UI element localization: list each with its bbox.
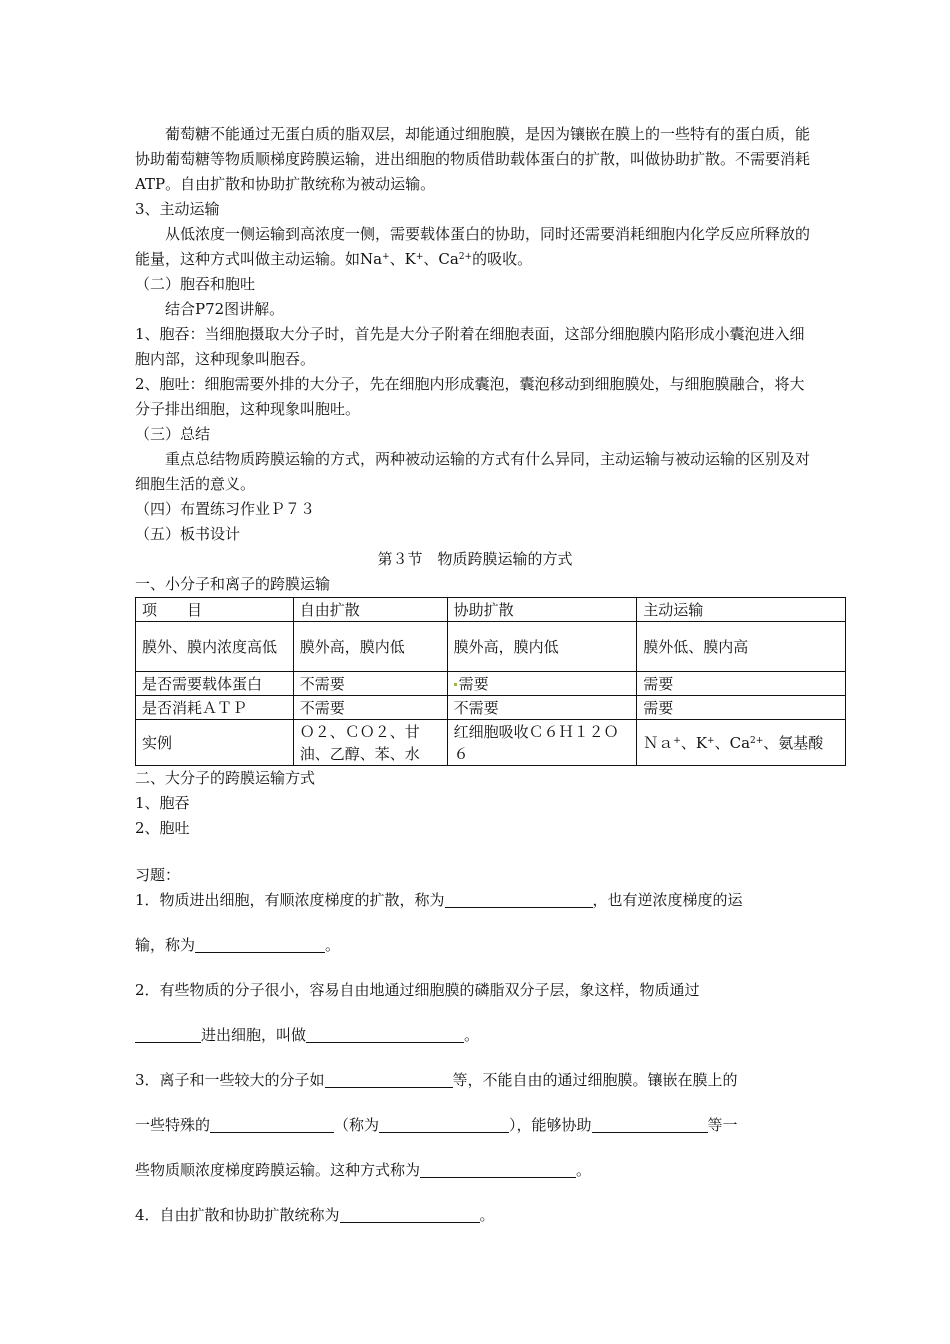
question-text: 1．物质进出细胞，有顺浓度梯度的扩散，称为	[135, 891, 445, 909]
table-cell: 不需要	[293, 672, 447, 696]
question-3-line1	[135, 1068, 815, 1093]
question-text: 输，称为	[135, 936, 196, 954]
table-cell-example-free: Ｏ２、ＣＯ２、甘油、乙醇、苯、水	[293, 720, 447, 766]
board-section-two: 二、大分子的跨膜运输方式	[135, 769, 316, 787]
question-text: （称为	[334, 1116, 380, 1134]
answer-blank[interactable]	[340, 1206, 480, 1223]
table-cell-example-active	[637, 720, 846, 766]
table-cell: 是否消耗ＡＴＰ	[136, 696, 294, 720]
heading-section-five: （五）板书设计	[135, 525, 241, 543]
table-cell: 是否需要载体蛋白	[136, 672, 294, 696]
k-label: 、K	[680, 733, 708, 752]
paragraph-facilitated-diffusion: 葡萄糖不能通过无蛋白质的脂双层，却能通过细胞膜，是因为镶嵌在膜上的一些特有的蛋白质，能协助葡萄糖等物质顺梯度跨膜运输，进出细胞的物质借助载体蛋白的扩散，叫做协助扩散。不需要消耗ATP。自由扩散和协助扩散统称为被动运输。	[135, 125, 811, 193]
table-cell-with-mark	[447, 672, 637, 696]
table-cell-text: 需要	[458, 674, 489, 693]
paragraph-exocytosis: 2、胞吐：细胞需要外排的大分子，先在细胞内形成囊泡，囊泡移动到细胞膜处，与细胞膜融合，将大分子排出细胞，这种现象叫胞吐。	[135, 375, 805, 418]
table-header-free: 自由扩散	[293, 598, 447, 622]
k-charge: +	[707, 735, 715, 746]
table-cell: 膜外、膜内浓度高低	[136, 622, 294, 672]
na-charge: +	[382, 252, 390, 262]
example-tail: 、氨基酸	[763, 733, 824, 752]
question-text: 些物质顺浓度梯度跨膜运输。这种方式称为	[135, 1161, 421, 1179]
answer-blank[interactable]	[379, 1116, 509, 1133]
table-row	[136, 672, 846, 696]
period: 。	[464, 1026, 480, 1044]
question-1-line2	[135, 933, 815, 958]
period: 。	[576, 1161, 592, 1179]
table-header-facilitated: 协助扩散	[447, 598, 637, 622]
table-cell: 需要	[637, 672, 846, 696]
table-header-row	[136, 598, 846, 622]
paragraph-active-transport	[135, 222, 815, 272]
question-text: 进出细胞，叫做	[201, 1026, 307, 1044]
period: 。	[479, 1206, 495, 1224]
exercise-title: 习题：	[135, 866, 181, 884]
list-item-endocytosis: 1、胞吞	[135, 794, 190, 812]
table-cell: 不需要	[447, 696, 637, 720]
heading-section-three: （三）总结	[135, 425, 211, 443]
answer-blank[interactable]	[445, 891, 593, 908]
ca-charge: 2+	[750, 735, 764, 746]
answer-blank[interactable]	[135, 1026, 201, 1043]
heading-active-transport: 3、主动运输	[135, 200, 220, 218]
active-tail: 的吸收。	[472, 250, 533, 268]
question-2-line2	[135, 1023, 815, 1048]
table-cell-example-facilitated: 红细胞吸收Ｃ６Ｈ１２Ｏ６	[447, 720, 637, 766]
table-row	[136, 622, 846, 672]
table-cell-example-label: 实例	[136, 720, 294, 766]
question-text: 等，不能自由的通过细胞膜。镶嵌在膜上的	[452, 1071, 738, 1089]
document-body	[135, 122, 824, 1228]
answer-blank[interactable]	[210, 1116, 334, 1133]
answer-blank[interactable]	[325, 1071, 453, 1088]
list-item-exocytosis: 2、胞吐	[135, 819, 190, 837]
table-cell: 膜外高，膜内低	[293, 622, 447, 672]
question-2-line1: 2．有些物质的分子很小，容易自由地通过细胞膜的磷脂双分子层，象这样，物质通过	[135, 981, 700, 999]
question-4	[135, 1203, 815, 1228]
answer-blank[interactable]	[306, 1026, 464, 1043]
question-text: 4．自由扩散和协助扩散统称为	[135, 1206, 340, 1224]
ca-label: 、Ca	[423, 250, 459, 268]
heading-section-two: （二）胞吞和胞吐	[135, 275, 256, 293]
ca-label: 、Ca	[714, 733, 751, 752]
paragraph-summary: 重点总结物质跨膜运输的方式，两种被动运输的方式有什么异同，主动运输与被动运输的区别及对细胞生活的意义。	[135, 450, 811, 493]
table-cell: 不需要	[293, 696, 447, 720]
k-charge: +	[415, 252, 424, 262]
question-3-line3	[135, 1158, 815, 1183]
table-cell: 需要	[637, 696, 846, 720]
table-header-active: 主动运输	[637, 598, 846, 622]
heading-section-four: （四）布置练习作业Ｐ７３	[135, 500, 316, 518]
question-3-line2	[135, 1113, 815, 1138]
period: 。	[325, 936, 341, 954]
question-text: ，也有逆浓度梯度的运	[592, 891, 743, 909]
question-text: ），能够协助	[509, 1116, 592, 1134]
question-text: 一些特殊的	[135, 1116, 211, 1134]
k-label: 、K	[389, 250, 416, 268]
na-label: Ｎａ	[643, 733, 674, 752]
na-charge: +	[673, 735, 681, 746]
answer-blank[interactable]	[592, 1116, 708, 1133]
table-cell: 膜外高，膜内低	[447, 622, 637, 672]
table-cell: 膜外低、膜内高	[637, 622, 846, 672]
ca-charge: 2+	[458, 252, 473, 262]
board-title: 第３节 物质跨膜运输的方式	[377, 550, 573, 568]
table-row	[136, 696, 846, 720]
question-text: 3．离子和一些较大的分子如	[135, 1071, 325, 1089]
active-text: 从低浓度一侧运输到高浓度一侧，需要载体蛋白的协助，同时还需要消耗细胞内化学反应所释放的能量，这种方式叫做主动运输。如Na	[135, 225, 811, 268]
board-section-one: 一、小分子和离子的跨膜运输	[135, 575, 331, 593]
table-header-item: 项 目	[136, 598, 294, 622]
transport-comparison-table	[135, 597, 846, 766]
question-text: 等一	[707, 1116, 738, 1134]
paragraph-endocytosis: 1、胞吞：当细胞摄取大分子时，首先是大分子附着在细胞表面，这部分细胞膜内陷形成小囊泡进入细胞内部，这种现象叫胞吞。	[135, 325, 805, 368]
green-dot-mark	[454, 683, 457, 686]
answer-blank[interactable]	[195, 936, 325, 953]
paragraph-p72: 结合P72图讲解。	[165, 300, 285, 318]
answer-blank[interactable]	[420, 1161, 576, 1178]
table-row-examples	[136, 720, 846, 766]
question-1-line1	[135, 888, 815, 913]
